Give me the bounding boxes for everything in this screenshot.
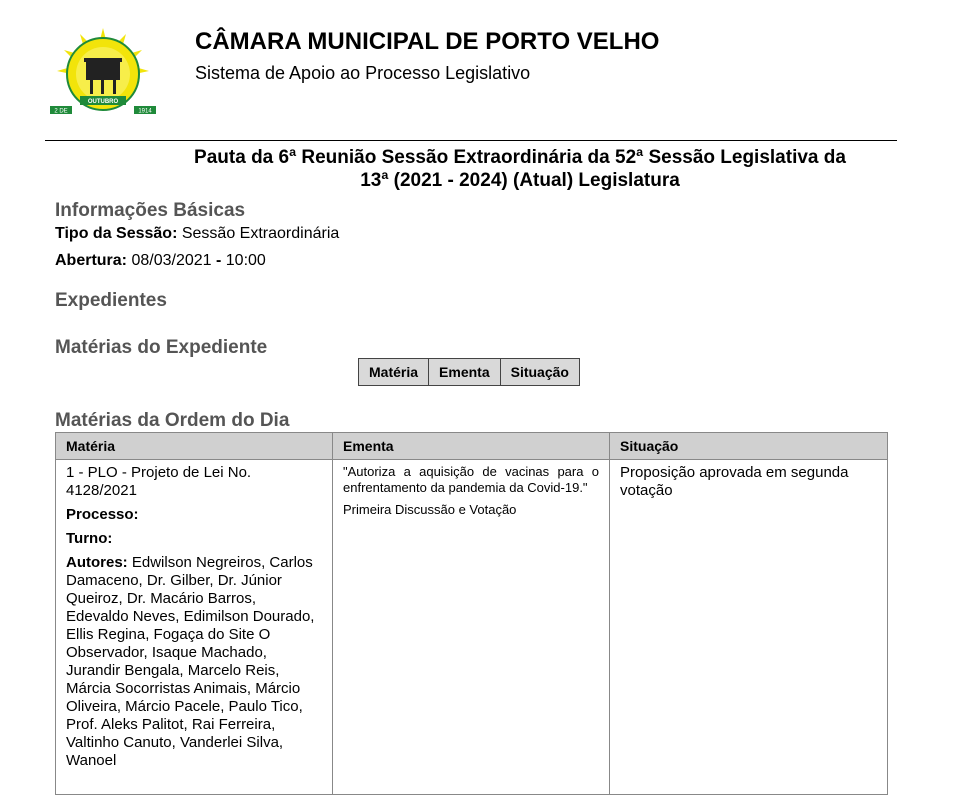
table-header-row: [56, 433, 888, 460]
table-header-row: [359, 359, 580, 386]
col-situacao: Situação: [500, 359, 579, 386]
abertura-field: [55, 252, 266, 270]
autores-label: Autores:: [66, 554, 128, 571]
org-subtitle: Sistema de Apoio ao Processo Legislativo: [195, 63, 531, 83]
abertura-label: Abertura:: [55, 252, 128, 269]
ementa-cell: [333, 460, 610, 795]
header-divider: [45, 140, 897, 141]
autores-list: Edwilson Negreiros, Carlos Damaceno, Dr. Gilber, Dr. Júnior Queiroz, Dr. Macário Barros, Edevaldo Neves, Edimilson Dourado, Ellis Regina, Fogaça do Site O Observador, Isaque Machado, Jurandir Bengala, Marcelo Reis, Márcia Socorristas Animais, Márcio Oliveira, Márcio Pacele, Paulo Tico, Prof. Aleks Palitot, Rai Ferreira, Valtinho Canuto, Vanderlei Silva, Wanoel: [66, 554, 315, 769]
materias-expediente-heading: Matérias do Expediente: [55, 337, 268, 358]
materia-title: 1 - PLO - Projeto de Lei No. 4128/2021: [66, 464, 252, 499]
ementa-turno: Primeira Discussão e Votação: [343, 502, 517, 517]
org-title: CÂMARA MUNICIPAL DE PORTO VELHO: [195, 28, 660, 55]
materia-cell: [56, 460, 333, 795]
info-heading: Informações Básicas: [55, 200, 246, 221]
col-materia: Matéria: [56, 433, 333, 460]
tipo-sessao-field: [55, 225, 339, 243]
col-ementa: Ementa: [429, 359, 501, 386]
logo-banner-text: OUTUBRO: [87, 99, 119, 105]
pauta-title-line2: 13ª (2021 - 2024) (Atual) Legislatura: [360, 170, 680, 191]
pauta-title: [140, 146, 900, 192]
col-ementa: Ementa: [333, 433, 610, 460]
materias-expediente-table: [358, 358, 580, 386]
ordem-do-dia-heading: Matérias da Ordem do Dia: [55, 410, 290, 431]
abertura-time: 10:00: [225, 252, 266, 269]
situacao-cell: [610, 460, 888, 795]
expedientes-heading: Expedientes: [55, 290, 167, 311]
ementa-text: "Autoriza a aquisição de vacinas para o enfrentamento da pandemia da Covid-19.": [343, 464, 599, 495]
processo-label: Processo:: [66, 506, 139, 523]
col-situacao: Situação: [610, 433, 888, 460]
camara-logo-emblem: [50, 26, 156, 126]
logo-right-year: 1914: [138, 108, 152, 115]
col-materia: Matéria: [359, 359, 429, 386]
abertura-date: 08/03/2021: [131, 252, 212, 269]
ordem-do-dia-table: [55, 432, 888, 795]
turno-label: Turno:: [66, 530, 113, 547]
pauta-title-line1: Pauta da 6ª Reunião Sessão Extraordinária da 52ª Sessão Legislativa da: [194, 147, 846, 168]
abertura-separator: -: [216, 252, 222, 269]
tipo-sessao-value: Sessão Extraordinária: [181, 225, 340, 242]
logo-left-year: 2 DE: [54, 108, 68, 115]
situacao-text: Proposição aprovada em segunda votação: [620, 464, 849, 499]
table-row: [56, 460, 888, 795]
tipo-sessao-label: Tipo da Sessão:: [55, 225, 178, 242]
